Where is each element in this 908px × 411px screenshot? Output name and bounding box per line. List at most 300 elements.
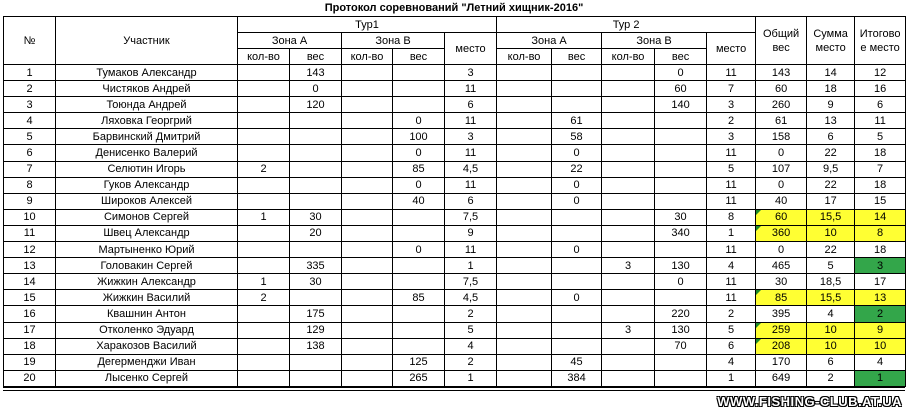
cell-t1b-count [342,81,393,97]
cell-t2b-count [602,81,655,97]
cell-num: 13 [4,258,56,274]
cell-total-weight: 170 [756,354,807,370]
cell-sum-place: 22 [807,242,855,258]
cell-total-weight: 0 [756,242,807,258]
cell-num: 10 [4,209,56,225]
cell-t2a-weight: 0 [552,290,602,306]
cell-t2a-count [497,193,552,209]
cell-t2b-count [602,242,655,258]
cell-t2b-weight [655,370,707,386]
cell-t1b-weight [393,81,445,97]
table-row [4,258,906,274]
cell-final-place: 10 [855,338,906,354]
header-t1b-count: кол-во [342,49,393,65]
cell-t2b-count [602,193,655,209]
cell-total-weight: 395 [756,306,807,322]
cell-t1-place: 11 [445,113,497,129]
cell-t1a-weight [290,370,342,386]
cell-t1b-count [342,145,393,161]
cell-t2-place: 5 [707,161,756,177]
cell-t1a-count [238,129,290,145]
header-tour2-zone-b: Зона В [602,33,707,49]
cell-t1b-count [342,274,393,290]
table-row [4,274,906,290]
cell-sum-place: 10 [807,322,855,338]
cell-t2b-count [602,290,655,306]
table-row [4,370,906,386]
cell-t2-place: 11 [707,274,756,290]
site-watermark: WWW.FISHING-CLUB.AT.UA [717,394,902,409]
cell-t2a-count [497,129,552,145]
cell-final-place: 1 [855,370,906,386]
cell-t1a-count [238,65,290,81]
cell-t2a-weight [552,209,602,225]
cell-t1-place: 1 [445,370,497,386]
cell-participant: Головакин Сергей [56,258,238,274]
cell-t1b-count [342,306,393,322]
cell-t2b-count [602,145,655,161]
cell-t2b-count [602,177,655,193]
cell-t2a-weight [552,306,602,322]
cell-t2a-weight: 58 [552,129,602,145]
cell-t1b-weight: 0 [393,177,445,193]
table-body [4,65,906,387]
cell-t1b-count [342,242,393,258]
cell-t2-place: 1 [707,225,756,241]
cell-t1a-count: 1 [238,209,290,225]
cell-t1a-count [238,177,290,193]
cell-t1b-weight: 85 [393,290,445,306]
cell-num: 6 [4,145,56,161]
cell-t1a-weight: 129 [290,322,342,338]
cell-t2b-weight [655,193,707,209]
cell-total-weight: 30 [756,274,807,290]
cell-t2b-count [602,113,655,129]
cell-t1a-weight [290,290,342,306]
cell-t2b-count [602,225,655,241]
cell-num: 3 [4,97,56,113]
cell-t2b-weight: 0 [655,274,707,290]
cell-final-place: 15 [855,193,906,209]
header-tour2-zone-a: Зона А [497,33,602,49]
cell-t2b-weight [655,242,707,258]
cell-final-place: 8 [855,225,906,241]
header-t2a-count: кол-во [497,49,552,65]
cell-t2a-count [497,290,552,306]
cell-final-place: 12 [855,65,906,81]
cell-t2b-weight: 130 [655,258,707,274]
cell-t1b-weight: 40 [393,193,445,209]
cell-total-weight: 60 [756,209,807,225]
header-tour2-place: место [707,33,756,65]
cell-t1a-weight: 20 [290,225,342,241]
cell-t2b-weight: 340 [655,225,707,241]
cell-participant: Мартыненко Юрий [56,242,238,258]
cell-t1-place: 4,5 [445,290,497,306]
cell-final-place: 11 [855,113,906,129]
cell-participant: Селютин Игорь [56,161,238,177]
cell-t1a-weight [290,113,342,129]
cell-t1b-count [342,290,393,306]
cell-num: 18 [4,338,56,354]
cell-t1a-weight: 120 [290,97,342,113]
cell-participant: Денисенко Валерий [56,145,238,161]
cell-final-place: 3 [855,258,906,274]
header-t1a-count: кол-во [238,49,290,65]
cell-t2a-count [497,354,552,370]
cell-t2a-count [497,81,552,97]
cell-sum-place: 9,5 [807,161,855,177]
cell-total-weight: 85 [756,290,807,306]
cell-t1a-count [238,354,290,370]
header-t1b-weight: вес [393,49,445,65]
cell-final-place: 5 [855,129,906,145]
cell-sum-place: 14 [807,65,855,81]
header-t2b-count: кол-во [602,49,655,65]
header-participant: Участник [56,17,238,65]
cell-final-place: 2 [855,306,906,322]
cell-final-place: 18 [855,177,906,193]
cell-sum-place: 4 [807,306,855,322]
cell-num: 9 [4,193,56,209]
cell-t1a-count: 1 [238,274,290,290]
cell-t1a-count [238,97,290,113]
cell-t2b-count [602,354,655,370]
cell-t1b-weight: 0 [393,242,445,258]
cell-t1a-count [238,258,290,274]
table-row [4,209,906,225]
cell-t2-place: 5 [707,322,756,338]
cell-t1-place: 7,5 [445,274,497,290]
cell-sum-place: 9 [807,97,855,113]
cell-t2b-weight: 30 [655,209,707,225]
cell-t1a-weight: 30 [290,274,342,290]
header-sum-place: Сумма место [807,17,855,65]
cell-t1b-count [342,209,393,225]
cell-num: 4 [4,113,56,129]
table-row [4,193,906,209]
cell-t2a-weight: 0 [552,145,602,161]
table-row [4,113,906,129]
table-row [4,354,906,370]
cell-t2b-weight: 130 [655,322,707,338]
cell-t1-place: 9 [445,225,497,241]
cell-t2-place: 4 [707,354,756,370]
cell-sum-place: 15,5 [807,209,855,225]
cell-t2a-weight [552,338,602,354]
cell-t2a-weight [552,274,602,290]
cell-sum-place: 10 [807,338,855,354]
cell-t2a-count [497,177,552,193]
cell-t1b-count [342,338,393,354]
cell-participant: Харакозов Василий [56,338,238,354]
cell-total-weight: 61 [756,113,807,129]
cell-sum-place: 22 [807,177,855,193]
cell-t1b-count [342,113,393,129]
cell-sum-place: 10 [807,225,855,241]
cell-participant: Широков Алексей [56,193,238,209]
cell-sum-place: 18 [807,81,855,97]
cell-t2b-count [602,274,655,290]
cell-t2a-weight [552,258,602,274]
cell-participant: Барвинский Дмитрий [56,129,238,145]
cell-t2-place: 11 [707,242,756,258]
cell-t2-place: 11 [707,65,756,81]
cell-t1a-weight: 143 [290,65,342,81]
cell-t2a-weight [552,97,602,113]
cell-t1-place: 1 [445,258,497,274]
table-row [4,129,906,145]
cell-sum-place: 6 [807,354,855,370]
cell-t2b-count: 3 [602,258,655,274]
cell-t2a-weight: 61 [552,113,602,129]
cell-t1a-weight [290,177,342,193]
cell-num: 15 [4,290,56,306]
cell-t2-place: 2 [707,306,756,322]
cell-total-weight: 60 [756,81,807,97]
cell-sum-place: 2 [807,370,855,386]
cell-participant: Чистяков Андрей [56,81,238,97]
cell-t1-place: 11 [445,81,497,97]
table-row [4,65,906,81]
cell-t1b-count [342,193,393,209]
header-tour2: Тур 2 [497,17,756,33]
cell-t2a-count [497,161,552,177]
cell-t1b-count [342,225,393,241]
cell-t2b-count [602,161,655,177]
cell-t1b-weight [393,274,445,290]
cell-t2a-count [497,145,552,161]
cell-num: 7 [4,161,56,177]
cell-participant: Лысенко Сергей [56,370,238,386]
cell-t1b-weight [393,322,445,338]
header-tour1-place: место [445,33,497,65]
header-tour1: Тур1 [238,17,497,33]
header-final-place: Итогово е место [855,17,906,65]
cell-t2b-count [602,209,655,225]
cell-final-place: 7 [855,161,906,177]
cell-t2a-weight [552,225,602,241]
cell-t2b-count [602,129,655,145]
cell-t2-place: 1 [707,370,756,386]
cell-t2a-weight [552,322,602,338]
cell-t1a-weight [290,193,342,209]
header-total-weight: Общий вес [756,17,807,65]
cell-final-place: 9 [855,322,906,338]
cell-t1a-weight [290,354,342,370]
cell-t2b-weight [655,113,707,129]
cell-t1b-count [342,129,393,145]
header-t2b-weight: вес [655,49,707,65]
cell-t1-place: 4 [445,338,497,354]
cell-t1b-weight [393,97,445,113]
cell-t2-place: 3 [707,129,756,145]
cell-num: 19 [4,354,56,370]
cell-t1b-weight: 85 [393,161,445,177]
cell-t1b-count [342,97,393,113]
cell-t2-place: 4 [707,258,756,274]
cell-t2b-weight [655,145,707,161]
cell-t2-place: 7 [707,81,756,97]
cell-t1a-count: 2 [238,290,290,306]
cell-total-weight: 260 [756,97,807,113]
cell-final-place: 18 [855,145,906,161]
cell-t1-place: 2 [445,354,497,370]
cell-total-weight: 649 [756,370,807,386]
header-t2a-weight: вес [552,49,602,65]
cell-t1-place: 11 [445,242,497,258]
cell-t1-place: 6 [445,97,497,113]
cell-t1a-weight: 335 [290,258,342,274]
cell-t1b-count [342,65,393,81]
cell-num: 8 [4,177,56,193]
cell-t1b-count [342,322,393,338]
cell-t1a-weight [290,145,342,161]
cell-total-weight: 158 [756,129,807,145]
cell-t1b-weight [393,306,445,322]
cell-t1b-count [342,258,393,274]
cell-t2a-count [497,209,552,225]
cell-final-place: 17 [855,274,906,290]
cell-participant: Жижкин Александр [56,274,238,290]
cell-t2a-weight [552,65,602,81]
cell-t2a-count [497,306,552,322]
cell-t1a-weight [290,129,342,145]
cell-final-place: 6 [855,97,906,113]
cell-t1-place: 11 [445,145,497,161]
cell-total-weight: 465 [756,258,807,274]
cell-t2b-weight [655,177,707,193]
cell-participant: Гуков Александр [56,177,238,193]
table-row [4,225,906,241]
cell-t2b-count [602,306,655,322]
cell-t2a-weight: 45 [552,354,602,370]
footer-divider [3,387,905,391]
header-num: № [4,17,56,65]
cell-participant: Тумаков Александр [56,65,238,81]
cell-t1b-weight [393,225,445,241]
table-row [4,242,906,258]
cell-t1a-count [238,242,290,258]
cell-t2b-weight: 0 [655,65,707,81]
cell-t2b-count [602,370,655,386]
cell-t1b-weight: 125 [393,354,445,370]
cell-t2b-count [602,338,655,354]
cell-t1b-weight: 0 [393,113,445,129]
cell-final-place: 14 [855,209,906,225]
cell-final-place: 13 [855,290,906,306]
cell-t2-place: 6 [707,338,756,354]
cell-t2b-weight: 220 [655,306,707,322]
cell-t1a-weight [290,161,342,177]
cell-t1-place: 3 [445,65,497,81]
cell-t2-place: 2 [707,113,756,129]
cell-t1b-weight: 0 [393,145,445,161]
cell-t1b-count [342,177,393,193]
cell-t1a-weight [290,242,342,258]
cell-participant: Жижкин Василий [56,290,238,306]
cell-t1a-count [238,145,290,161]
cell-t2a-count [497,338,552,354]
cell-t1-place: 11 [445,177,497,193]
cell-num: 1 [4,65,56,81]
cell-t1a-count [238,370,290,386]
cell-sum-place: 13 [807,113,855,129]
cell-t2a-count [497,322,552,338]
cell-t2-place: 11 [707,290,756,306]
cell-participant: Тоюнда Андрей [56,97,238,113]
cell-total-weight: 107 [756,161,807,177]
cell-t1a-weight: 138 [290,338,342,354]
cell-sum-place: 6 [807,129,855,145]
cell-t1a-count [238,81,290,97]
cell-participant: Ляховка Георгрий [56,113,238,129]
document-title: Протокол соревнований "Летний хищник-2016" [324,2,584,14]
cell-final-place: 18 [855,242,906,258]
table-row [4,322,906,338]
cell-t2b-weight [655,290,707,306]
cell-t2a-weight: 0 [552,177,602,193]
cell-t2a-count [497,65,552,81]
cell-t2b-count [602,97,655,113]
table-row [4,161,906,177]
cell-t2a-count [497,258,552,274]
cell-t1b-weight [393,209,445,225]
cell-num: 20 [4,370,56,386]
cell-t2b-weight: 60 [655,81,707,97]
cell-t2a-weight [552,81,602,97]
cell-t1a-count [238,193,290,209]
cell-t2a-count [497,274,552,290]
table-row [4,97,906,113]
cell-num: 14 [4,274,56,290]
cell-sum-place: 15,5 [807,290,855,306]
cell-t2a-count [497,113,552,129]
cell-t2a-count [497,225,552,241]
results-table [3,16,906,387]
cell-t2b-weight [655,129,707,145]
cell-num: 17 [4,322,56,338]
cell-t1b-weight [393,65,445,81]
header-t1a-weight: вес [290,49,342,65]
cell-t2-place: 11 [707,193,756,209]
cell-t2a-count [497,242,552,258]
cell-t2b-weight: 140 [655,97,707,113]
cell-t1a-count [238,113,290,129]
cell-participant: Отколенко Эдуард [56,322,238,338]
cell-t1a-weight: 0 [290,81,342,97]
table-row [4,145,906,161]
cell-participant: Симонов Сергей [56,209,238,225]
cell-t2a-weight: 384 [552,370,602,386]
cell-t1-place: 7,5 [445,209,497,225]
cell-t1a-count: 2 [238,161,290,177]
cell-sum-place: 22 [807,145,855,161]
table-row [4,81,906,97]
cell-t1a-count [238,338,290,354]
cell-t2-place: 11 [707,145,756,161]
cell-sum-place: 17 [807,193,855,209]
cell-t2b-count: 3 [602,322,655,338]
cell-t2b-count [602,65,655,81]
cell-t1b-count [342,161,393,177]
cell-total-weight: 0 [756,177,807,193]
cell-sum-place: 18,5 [807,274,855,290]
cell-t1b-count [342,354,393,370]
table-row [4,177,906,193]
cell-total-weight: 360 [756,225,807,241]
table-row [4,338,906,354]
